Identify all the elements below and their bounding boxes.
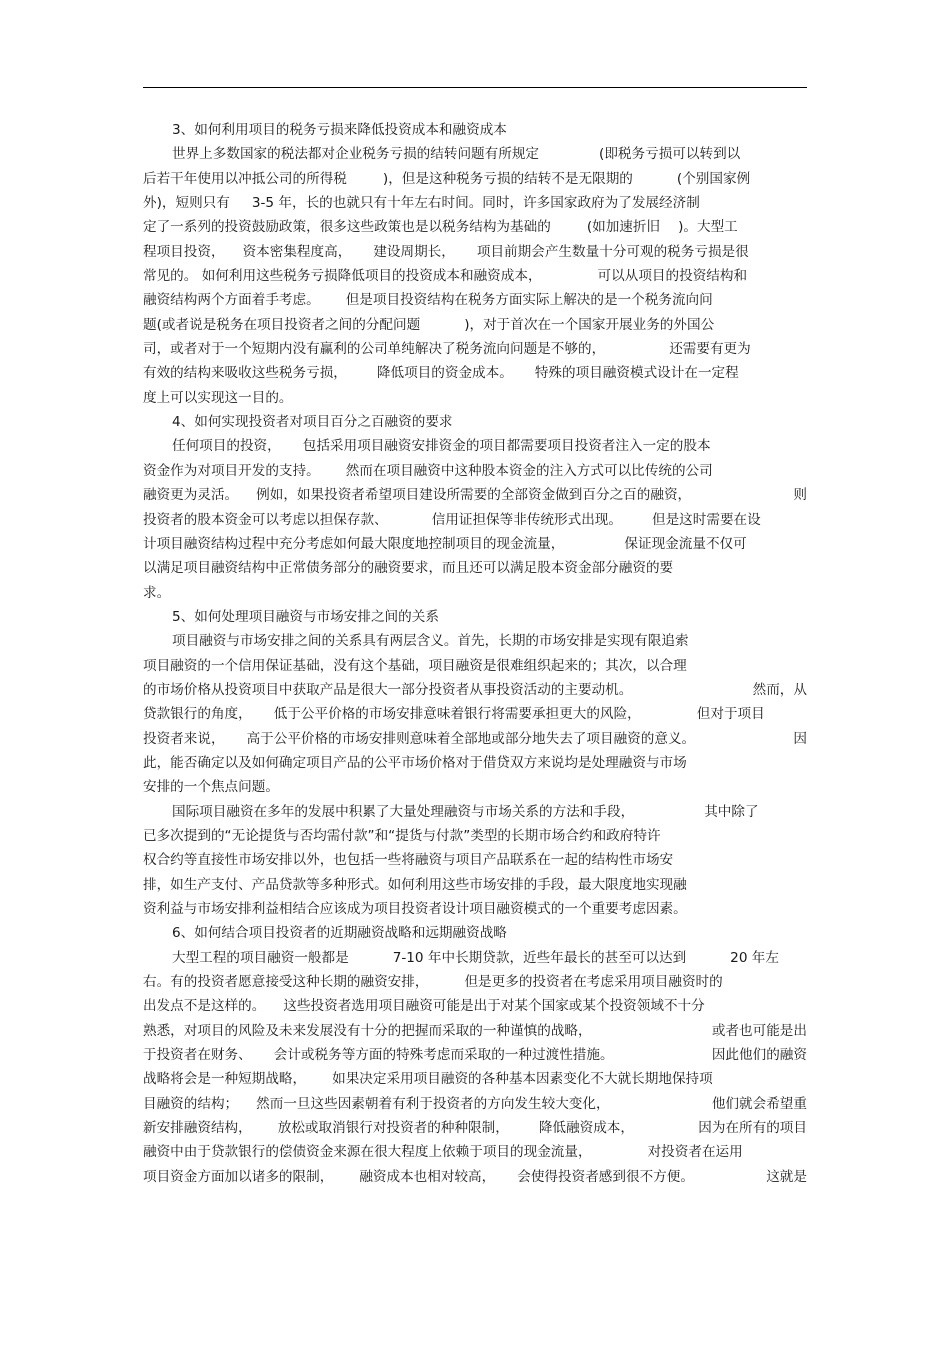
text-line: 以满足项目融资结构中正常债务部分的融资要求，而且还可以满足股本资金部分融资的要 <box>143 560 674 577</box>
text-line: 项目融资与市场安排之间的关系具有两层含义。首先，长期的市场安排是实现有限追索 <box>172 633 689 650</box>
text-line: 安排的一个焦点问题。 <box>143 779 279 796</box>
text-line: 融资结构两个方面着手考虑。 但是项目投资结构在税务方面实际上解决的是一个税务流向问 <box>143 292 713 309</box>
text-line: 项目资金方面加以诸多的限制， 融资成本也相对较高， 会使得投资者感到很不方便。 这就是 <box>143 1168 807 1185</box>
text-line: 后若干年使用以冲抵公司的所得税 )，但是这种税务亏损的结转不是无限期的 (个别国家例 <box>143 170 751 187</box>
text-line: 资利益与市场安排利益相结合应该成为项目投资者设计项目融资模式的一个重要考虑因素。 <box>143 901 687 917</box>
header-rule <box>143 87 807 88</box>
text-line: 新安排融资结构， 放松或取消银行对投资者的种种限制， 降低融资成本， 因为在所有的项目 <box>143 1120 807 1137</box>
text-line: 已多次提到的“无论提货与否均需付款”和“提货与付款”类型的长期市场合约和政府特许 <box>143 827 661 844</box>
text-line: 融资更为灵活。 例如，如果投资者希望项目建设所需要的全部资金做到百分之百的融资， 则 <box>143 487 807 504</box>
text-line: 求。 <box>143 584 171 601</box>
text-line: 程项目投资， 资本密集程度高， 建设周期长， 项目前期会产生数量十分可观的税务亏损是很 <box>143 243 749 260</box>
text-line: 目融资的结构； 然而一旦这些因素朝着有利于投资者的方向发生较大变化， 他们就会希望重 <box>143 1095 807 1112</box>
text-line: 投资者来说， 高于公平价格的市场安排则意味着全部地或部分地失去了项目融资的意义。 因 <box>143 730 807 747</box>
text-line: 外)，短则只有 3-5 年，长的也就只有十年左右时间。同时，许多国家政府为了发展经济制 <box>143 195 700 212</box>
text-line: 有效的结构来吸收这些税务亏损， 降低项目的资金成本。 特殊的项目融资模式设计在一定程 <box>143 365 739 382</box>
text-line: 于投资者在财务、 会计或税务等方面的特殊考虑而采取的一种过渡性措施。 因此他们的融资 <box>143 1047 807 1064</box>
text-line: 项目融资的一个信用保证基础，没有这个基础，项目融资是很难组织起来的；其次，以合理 <box>143 657 687 674</box>
text-line: 此，能否确定以及如何确定项目产品的公平市场价格对于借贷双方来说均是处理融资与市场 <box>143 754 687 771</box>
text-line: 任何项目的投资， 包括采用项目融资安排资金的项目都需要项目投资者注入一定的股本 <box>172 438 711 455</box>
text-line: 国际项目融资在多年的发展中积累了大量处理融资与市场关系的方法和手段， 其中除了 <box>172 803 759 820</box>
text-line: 题(或者说是税务在项目投资者之间的分配问题 )，对于首次在一个国家开展业务的外国公 <box>143 316 715 333</box>
text-line: 资金作为对项目开发的支持。 然而在项目融资中这种股本资金的注入方式可以比传统的公司 <box>143 462 713 479</box>
text-line: 的市场价格从投资项目中获取产品是很大一部分投资者从事投资活动的主要动机。 然而，从 <box>143 681 807 698</box>
text-line: 战略将会是一种短期战略， 如果决定采用项目融资的各种基本因素变化不大就长期地保持项 <box>143 1071 713 1088</box>
text-line: 熟悉，对项目的风险及未来发展没有十分的把握而采取的一种谨慎的战略， 或者也可能是出 <box>143 1022 807 1039</box>
document-body <box>143 118 807 1189</box>
section-heading: 4、如何实现投资者对项目百分之百融资的要求 <box>172 414 453 431</box>
text-line: 贷款银行的角度， 低于公平价格的市场安排意味着银行将需要承担更大的风险， 但对于项目 <box>143 706 765 723</box>
text-line: 大型工程的项目融资一般都是 7-10 年中长期贷款，近些年最长的甚至可以达到 20 年左 <box>172 949 779 966</box>
text-line: 投资者的股本资金可以考虑以担保存款、 信用证担保等非传统形式出现。 但是这时需要在设 <box>143 511 761 528</box>
text-line: 度上可以实现这一目的。 <box>143 389 293 406</box>
text-line: 司，或者对于一个短期内没有赢利的公司单纯解决了税务流向问题是不够的， 还需要有更为 <box>143 341 751 358</box>
text-line: 世界上多数国家的税法都对企业税务亏损的结转问题有所规定 (即税务亏损可以转到以 <box>172 146 741 163</box>
text-line: 出发点不是这样的。 这些投资者选用项目融资可能是出于对某个国家或某个投资领域不十分 <box>143 998 705 1015</box>
section-heading: 5、如何处理项目融资与市场安排之间的关系 <box>172 608 439 625</box>
text-line: 定了一系列的投资鼓励政策，很多这些政策也是以税务结构为基础的 (如加速折旧 )。大型工 <box>143 219 738 236</box>
text-line: 排，如生产支付、产品贷款等多种形式。如何利用这些市场安排的手段，最大限度地实现融 <box>143 876 687 893</box>
text-line: 权合约等直接性市场安排以外，也包括一些将融资与项目产品联系在一起的结构性市场安 <box>143 852 674 869</box>
text-line: 右。有的投资者愿意接受这种长期的融资安排， 但是更多的投资者在考虑采用项目融资时的 <box>143 974 723 991</box>
text-line: 常见的。 如何利用这些税务亏损降低项目的投资成本和融资成本， 可以从项目的投资结构和 <box>143 268 748 285</box>
section-heading: 3、如何利用项目的税务亏损来降低投资成本和融资成本 <box>172 122 507 138</box>
text-line: 计项目融资结构过程中充分考虑如何最大限度地控制项目的现金流量， 保证现金流量不仅可 <box>143 535 747 552</box>
section-heading: 6、如何结合项目投资者的近期融资战略和远期融资战略 <box>172 925 507 942</box>
text-line: 融资中由于贷款银行的偿债资金来源在很大程度上依赖于项目的现金流量， 对投资者在运用 <box>143 1144 743 1161</box>
